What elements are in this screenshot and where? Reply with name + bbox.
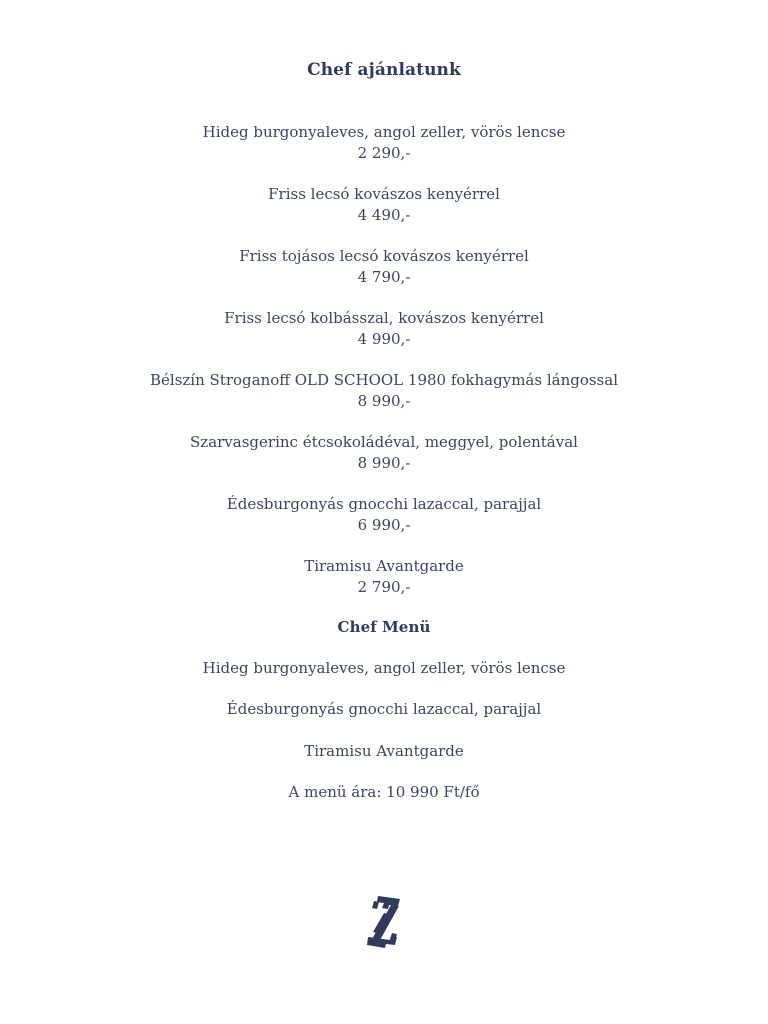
set-menu-price-text: A menü ára: 10 990 Ft/fő (288, 783, 480, 801)
set-menu-course-name: Hideg burgonyaleves, angol zeller, vörös lencse (202, 659, 566, 677)
section-title-chef-offers: Chef ajánlatunk (307, 60, 461, 80)
set-menu-course (0, 658, 768, 679)
set-menu-price (0, 782, 768, 803)
menu-item-name: Tiramisu Avantgarde (304, 557, 464, 575)
menu-item-name: Friss lecsó kovászos kenyérrel (268, 185, 500, 203)
set-menu-course-name: Édesburgonyás gnocchi lazaccal, parajjal (226, 700, 542, 718)
menu-item-name: Szarvasgerinc étcsokoládéval, meggyel, polentával (190, 433, 578, 451)
section-title-chef-menu: Chef Menü (337, 618, 431, 636)
menu-item-name: Hideg burgonyaleves, angol zeller, vörös lencse (202, 123, 566, 141)
menu-item-price: 2 790,- (357, 578, 411, 596)
menu-item-price: 4 790,- (357, 268, 411, 286)
menu-item-price: 4 490,- (357, 206, 411, 224)
restaurant-logo-icon (364, 893, 404, 951)
menu-item-name: Friss lecsó kolbásszal, kovászos kenyérrel (224, 309, 544, 327)
menu-item-price: 8 990,- (357, 454, 411, 472)
menu-item (0, 308, 768, 350)
menu-item-price: 6 990,- (357, 516, 411, 534)
menu-item-name: Bélszín Stroganoff OLD SCHOOL 1980 fokhagymás lángossal (150, 371, 618, 389)
menu-item-price: 4 990,- (357, 330, 411, 348)
menu-item (0, 432, 768, 474)
menu-item (0, 370, 768, 412)
set-menu-course-name: Tiramisu Avantgarde (304, 742, 464, 760)
menu-item (0, 122, 768, 164)
menu-item (0, 556, 768, 598)
set-menu-course (0, 699, 768, 720)
set-menu-course (0, 741, 768, 762)
menu-item (0, 184, 768, 226)
menu-item-price: 2 290,- (357, 144, 411, 162)
menu-item-name: Édesburgonyás gnocchi lazaccal, parajjal (226, 495, 542, 513)
menu-item-price: 8 990,- (357, 392, 411, 410)
menu-item (0, 494, 768, 536)
menu-item (0, 246, 768, 288)
menu-item-name: Friss tojásos lecsó kovászos kenyérrel (239, 247, 529, 265)
